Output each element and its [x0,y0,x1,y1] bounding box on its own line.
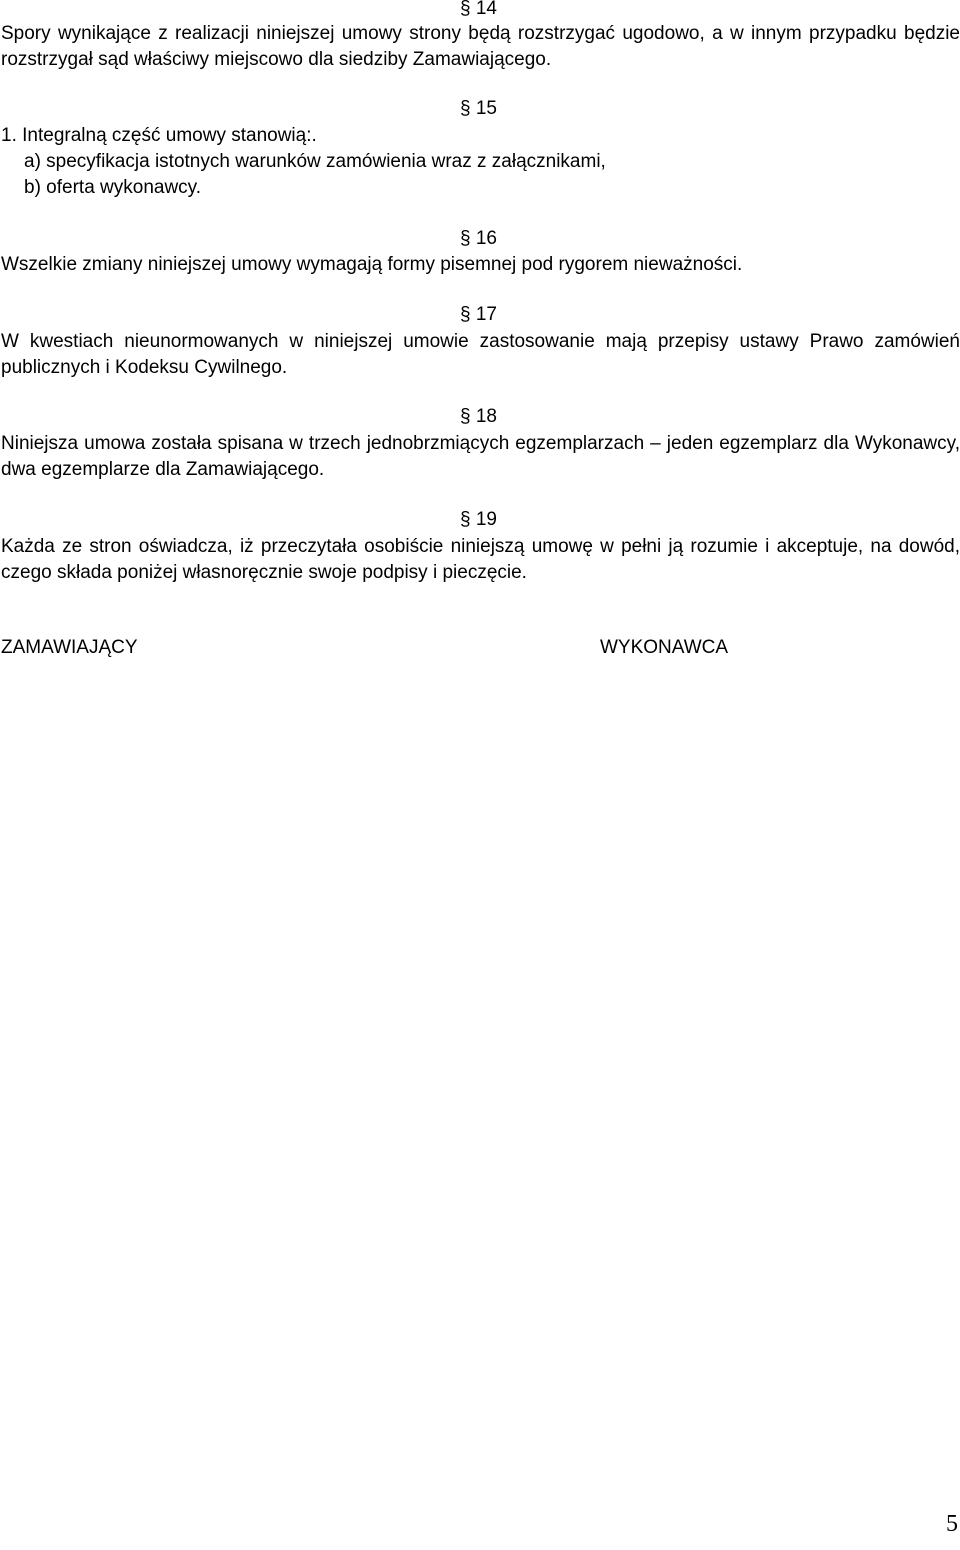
signature-contracting-party: ZAMAWIAJĄCY [1,637,138,658]
section-19-text: Każda ze stron oświadcza, iż przeczytała osobiście niniejszą umowę w pełni ją rozumie i akceptuje, na dowód, czego składa poniżej własnoręcznie swoje podpisy i pieczęcie. [1,536,960,583]
section-14-text: Spory wynikające z realizacji niniejszej umowy strony będą rozstrzygać ugodowo, a w innym przypadku będzie rozstrzygał sąd właściwy miejscowo dla siedziby Zamawiającego. [1,23,960,70]
section-16-heading: § 16 [460,228,497,249]
section-14-heading: § 14 [460,0,497,19]
page-number: 5 [946,1511,958,1537]
section-17-text: W kwestiach nieunormowanych w niniejszej umowie zastosowanie mają przepisy ustawy Prawo zamówień publicznych i Kodeksu Cywilnego. [1,331,960,378]
signature-contractor: WYKONAWCA [600,637,729,658]
section-15-heading: § 15 [460,98,497,119]
section-18-text: Niniejsza umowa została spisana w trzech jednobrzmiących egzemplarzach – jeden egzemplarz dla Wykonawcy, dwa egzemplarze dla Zamawiającego. [1,433,960,480]
section-19-heading: § 19 [460,509,497,530]
section-17-heading: § 17 [460,304,497,325]
section-15-item-a: a) specyfikacja istotnych warunków zamówienia wraz z załącznikami, [24,151,606,172]
section-15-intro: 1. Integralną część umowy stanowią:. [1,125,317,146]
section-16-text: Wszelkie zmiany niniejszej umowy wymagają formy pisemnej pod rygorem nieważności. [1,254,743,275]
section-18-heading: § 18 [460,406,497,427]
section-15-item-b: b) oferta wykonawcy. [24,177,202,198]
